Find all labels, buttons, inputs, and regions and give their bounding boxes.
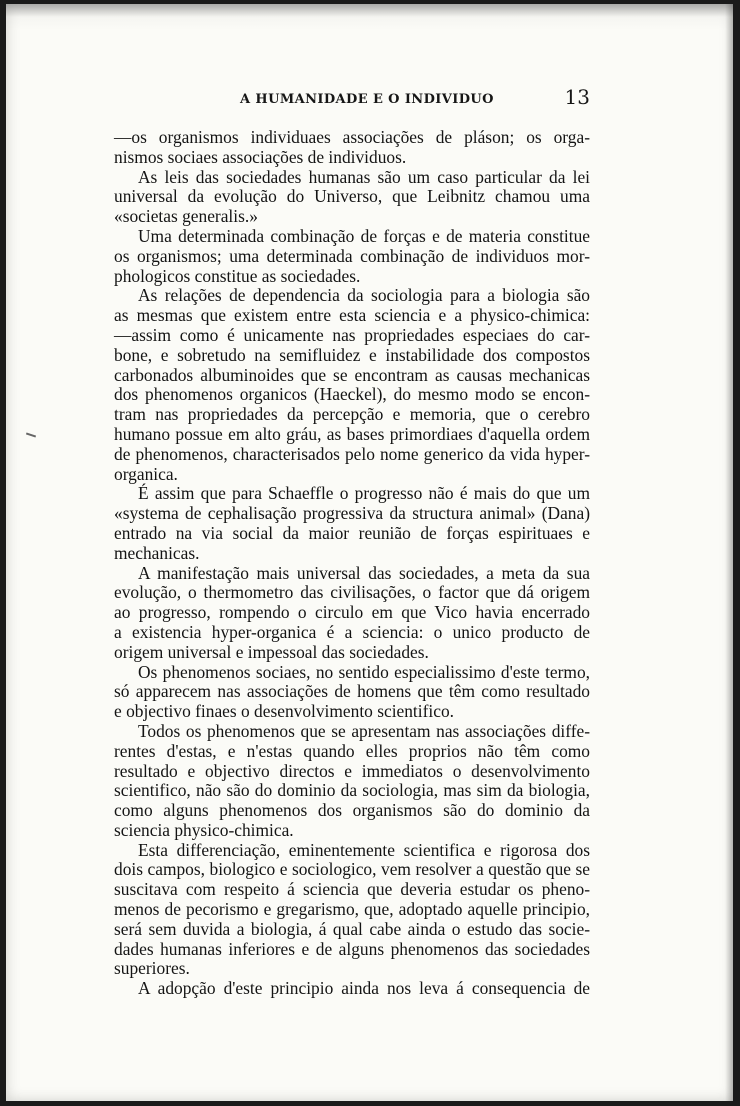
text-line-12: bone, e sobretudo na semifluidez e instabilidade dos compostos (114, 344, 590, 365)
text-line-9: As relações de dependencia da sociologia para a biologia são (138, 285, 590, 306)
text-line-19: É assim que para Schaeffle o progresso não é mais do que um (138, 483, 590, 504)
text-line-8: phologicos constitue as sociedades. (114, 265, 361, 286)
text-line-13: carbonados albuminoides que se encontram as causas mechanicas (114, 364, 590, 385)
text-line-32: rentes d'estas, e n'estas quando elles proprios não têm como (114, 740, 590, 761)
text-line-39: suscitava com respeito á sciencia que deveria estudar os pheno- (114, 879, 590, 900)
text-line-40: menos de pecorismo e gregarismo, que, adoptado aquelle principio, (114, 899, 590, 920)
text-line-37: Esta differenciação, eminentemente scientifica e rigorosa dos (138, 839, 590, 860)
text-line-6: Uma determinada combinação de forças e de materia constitue (138, 225, 590, 246)
text-line-11: —assim como é unicamente nas propriedades especiaes do car- (114, 324, 590, 345)
text-line-3: As leis das sociedades humanas são um caso particular da lei (138, 166, 590, 187)
text-line-35: como alguns phenomenos dos organismos são do dominio da (114, 800, 590, 821)
text-line-27: origem universal e impessoal das sociedades. (114, 641, 429, 662)
text-line-16: humano possue em alto gráu, as bases primordiaes d'aquella ordem (114, 423, 590, 444)
text-line-23: A manifestação mais universal das sociedades, a meta da sua (138, 562, 590, 583)
text-line-21: entrado na via social da maior reunião de forças espirituaes e (114, 522, 590, 543)
text-line-34: scientifico, não são do dominio da sociologia, mas sim da biologia, (114, 780, 590, 801)
text-line-43: superiores. (114, 958, 190, 979)
text-line-26: a existencia hyper-organica é a sciencia: o unico producto de (114, 621, 590, 642)
text-line-20: «systema de cephalisação progressiva da structura animal» (Dana) (114, 503, 590, 524)
text-line-7: os organismos; uma determinada combinação de individuos mor- (114, 245, 590, 266)
text-line-41: será sem duvida a biologia, á qual cabe ainda o estudo das socie- (114, 918, 590, 939)
text-line-14: dos phenomenos organicos (Haeckel), do mesmo modo se encon- (114, 384, 590, 405)
text-line-22: mechanicas. (114, 542, 200, 563)
text-line-31: Todos os phenomenos que se apresentam nas associações diffe- (138, 720, 590, 741)
text-line-28: Os phenomenos sociaes, no sentido especialissimo d'este termo, (138, 661, 590, 682)
page-number: 13 (564, 85, 590, 109)
scanned-page (6, 4, 733, 1101)
scan-top-shadow (6, 4, 733, 30)
running-title: A HUMANIDADE E O INDIVIDUO (240, 92, 494, 107)
text-line-18: organica. (114, 463, 178, 484)
text-line-42: dades humanas inferiores e de alguns phenomenos das sociedades (114, 938, 590, 959)
text-line-36: sciencia physico-chimica. (114, 819, 294, 840)
text-line-1: —os organismos individuaes associações de pláson; os orga- (114, 127, 590, 147)
text-line-38: dois campos, biologico e sociologico, vem resolver a questão que se (114, 859, 590, 880)
scan-edge-shadow (725, 4, 733, 1101)
text-line-10: as mesmas que existem entre esta sciencia e a physico-chimica: (114, 305, 590, 326)
text-line-5: «societas generalis.» (114, 206, 258, 227)
text-line-25: ao progresso, rompendo o circulo em que Vico havia encerrado (114, 602, 590, 623)
margin-mark (26, 433, 36, 438)
running-head (110, 82, 590, 112)
text-line-15: tram nas propriedades da percepção e memoria, que o cerebro (114, 404, 590, 425)
text-line-2: nismos sociaes associações de individuos. (114, 146, 407, 167)
text-line-24: evolução, o thermometro das civilisações, o factor que dá origem (114, 582, 590, 603)
text-line-17: de phenomenos, characterisados pelo nome generico da vida hyper- (114, 443, 590, 464)
text-line-33: resultado e objectivo directos e immediatos o desenvolvimento (114, 760, 590, 781)
text-line-30: e objectivo finaes o desenvolvimento scientifico. (114, 701, 454, 722)
text-line-44: A adopção d'este principio ainda nos leva á consequencia de (138, 978, 590, 999)
text-line-29: só apparecem nas associações de homens que têm como resultado (114, 681, 590, 702)
body-text (114, 128, 590, 999)
text-line-4: universal da evolução do Universo, que Leibnitz chamou uma (114, 186, 590, 207)
